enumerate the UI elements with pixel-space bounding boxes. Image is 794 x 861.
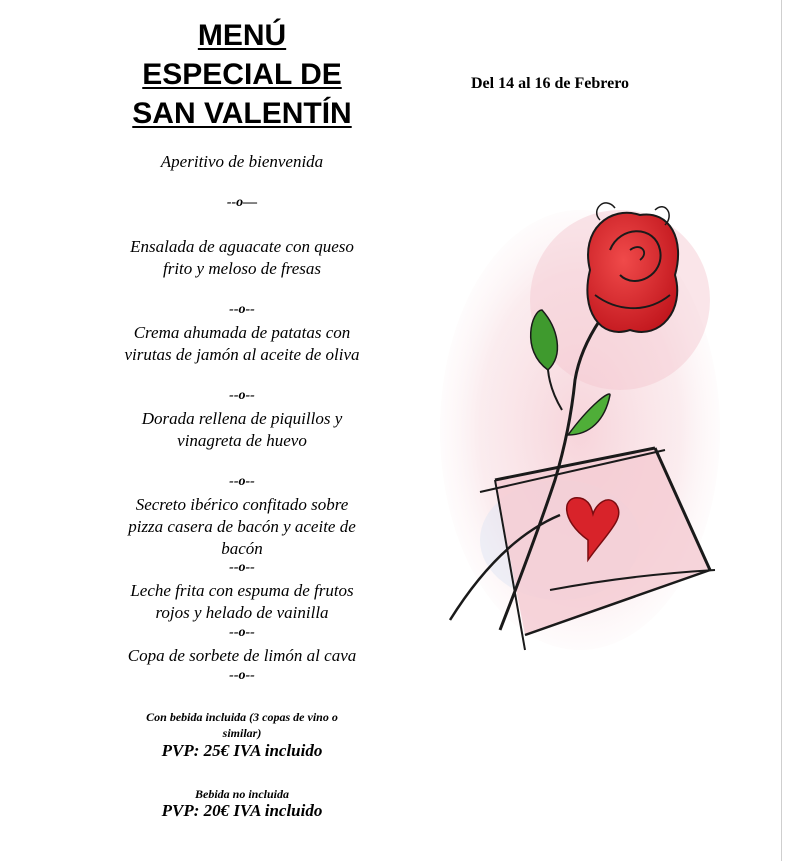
dessert-line-1: Leche frita con espuma de frutos [130, 581, 354, 600]
title-line-2: ESPECIAL DE [142, 58, 342, 91]
dessert-line-2: rojos y helado de vainilla [155, 603, 329, 622]
price-no-drink: PVP: 20€ IVA incluido [161, 801, 323, 820]
course-3-line-1: Dorada rellena de piquillos y [141, 409, 343, 428]
course-4-line-2: pizza casera de bacón y aceite de [128, 517, 356, 536]
course-1-line-2: frito y meloso de fresas [162, 259, 322, 278]
separator: --o-- [229, 668, 255, 683]
date-range: Del 14 al 16 de Febrero [470, 75, 630, 92]
separator: --o— [226, 195, 258, 210]
course-4-line-3: bacón [221, 539, 263, 558]
separator: --o-- [229, 560, 255, 575]
rose-illustration [440, 180, 730, 680]
with-drink-line-1: Con bebida incluida (3 copas de vino o [146, 710, 338, 724]
menu-title [100, 16, 384, 133]
title-line-3: SAN VALENTÍN [132, 97, 352, 130]
course-1-line-1: Ensalada de aguacate con queso [130, 237, 354, 256]
separator: --o-- [229, 474, 255, 489]
price-with-drink: PVP: 25€ IVA incluido [161, 741, 323, 760]
with-drink-line-2: similar) [222, 726, 262, 740]
aperitivo: Aperitivo de bienvenida [160, 152, 324, 171]
separator: --o-- [229, 388, 255, 403]
rose-bloom [587, 203, 678, 332]
title-line-1: MENÚ [197, 19, 287, 52]
course-3-line-2: vinagreta de huevo [177, 431, 307, 450]
course-2-line-1: Crema ahumada de patatas con [133, 323, 351, 342]
sorbet: Copa de sorbete de limón al cava [127, 646, 357, 665]
no-drink-label: Bebida no incluida [194, 787, 289, 801]
course-2-line-2: virutas de jamón al aceite de oliva [124, 345, 360, 364]
separator: --o-- [229, 302, 255, 317]
separator: --o-- [229, 625, 255, 640]
course-4-line-1: Secreto ibérico confitado sobre [135, 495, 349, 514]
